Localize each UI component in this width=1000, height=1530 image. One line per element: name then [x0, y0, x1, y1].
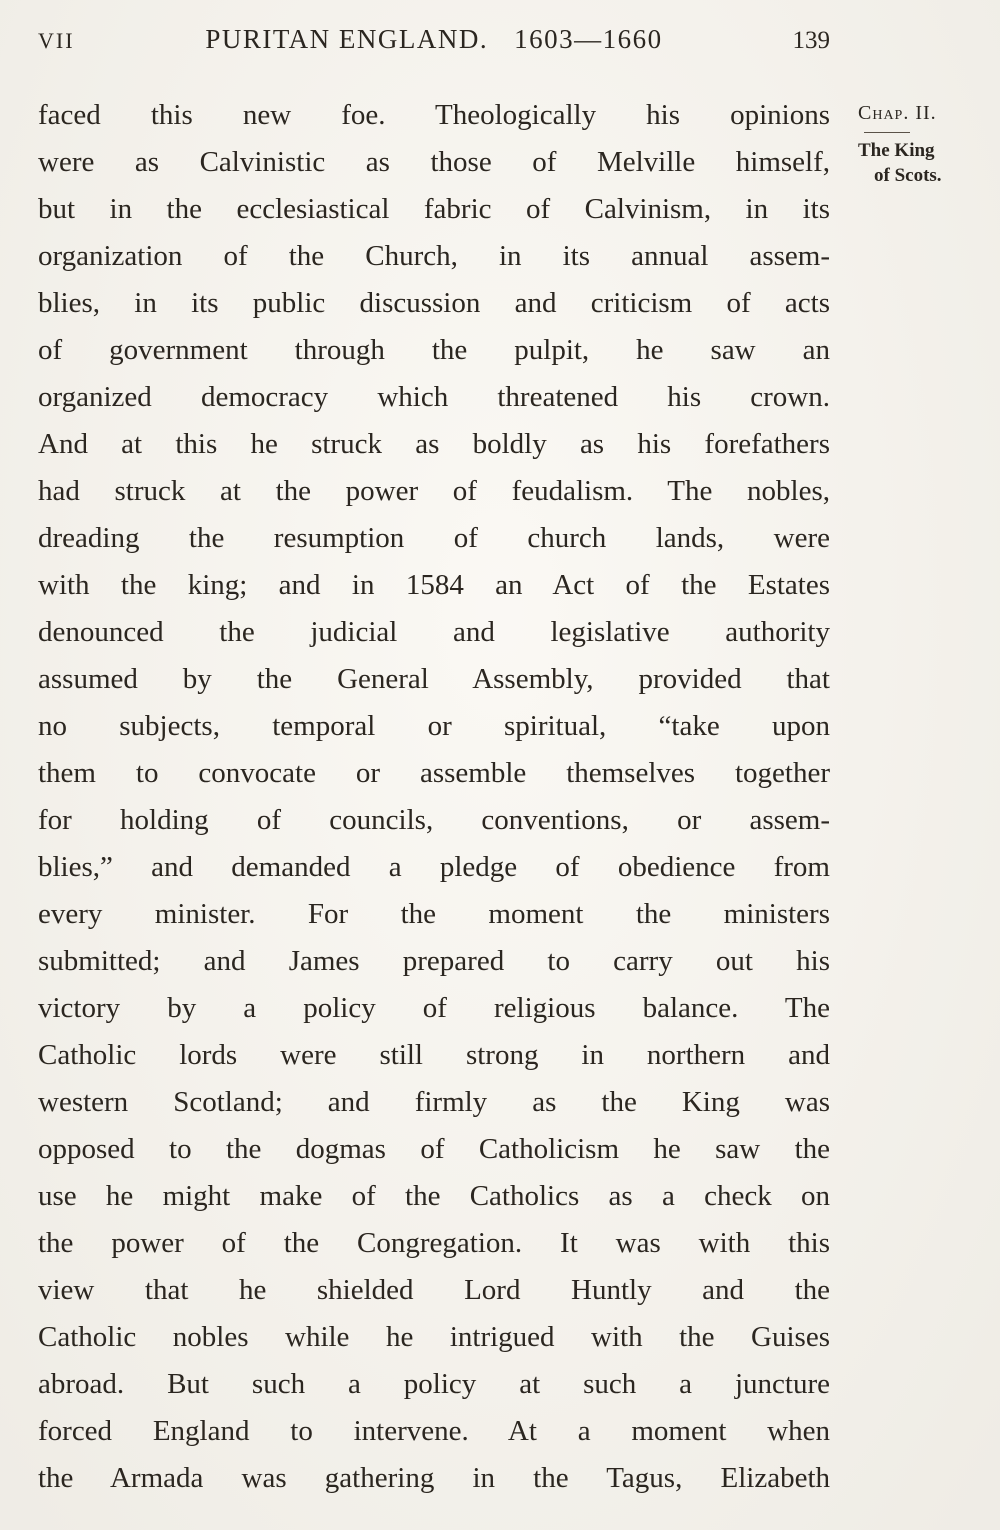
text-line: denounced the judicial and legislative authority: [38, 616, 830, 648]
text-line: the Armada was gathering in the Tagus, Elizabeth: [38, 1462, 830, 1494]
margin-chapter-label: Chap. II.: [858, 102, 937, 124]
text-line: Catholic lords were still strong in northern and: [38, 1039, 830, 1071]
text-line: organized democracy which threatened his crown.: [38, 381, 830, 413]
text-line: victory by a policy of religious balance. The: [38, 992, 830, 1024]
text-line: western Scotland; and firmly as the King was: [38, 1086, 830, 1118]
text-line: were as Calvinistic as those of Melville himself,: [38, 146, 830, 178]
date-range-text: 1603—1660: [514, 24, 663, 54]
margin-note: [858, 138, 990, 188]
text-line: assumed by the General Assembly, provided that: [38, 663, 830, 695]
text-line: dreading the resumption of church lands, were: [38, 522, 830, 554]
text-line: blies,” and demanded a pledge of obedience from: [38, 851, 830, 883]
text-line: organization of the Church, in its annual assem-: [38, 240, 830, 272]
text-line: And at this he struck as boldly as his forefathers: [38, 428, 830, 460]
text-line: faced this new foe. Theologically his opinions: [38, 99, 830, 131]
text-line: but in the ecclesiastical fabric of Calvinism, in its: [38, 193, 830, 225]
text-line: had struck at the power of feudalism. The nobles,: [38, 475, 830, 507]
text-line: view that he shielded Lord Huntly and the: [38, 1274, 830, 1306]
text-line: of government through the pulpit, he saw an: [38, 334, 830, 366]
margin-note-line1: The King: [858, 140, 935, 161]
text-line: no subjects, temporal or spiritual, “take upon: [38, 710, 830, 742]
chapter-numeral: VII: [38, 28, 75, 53]
margin-note-line2: of Scots.: [874, 165, 942, 186]
text-line: blies, in its public discussion and criticism of acts: [38, 287, 830, 319]
text-line: forced England to intervene. At a moment when: [38, 1415, 830, 1447]
text-line: use he might make of the Catholics as a check on: [38, 1180, 830, 1212]
text-line: Catholic nobles while he intrigued with the Guises: [38, 1321, 830, 1353]
page-number: 139: [792, 27, 830, 54]
margin-notes: [858, 102, 990, 188]
text-line: the power of the Congregation. It was with this: [38, 1227, 830, 1259]
running-head: [38, 24, 830, 66]
margin-rule: [864, 132, 910, 133]
page-title: [148, 24, 720, 55]
text-line: submitted; and James prepared to carry out his: [38, 945, 830, 977]
text-line: every minister. For the moment the ministers: [38, 898, 830, 930]
book-title-text: PURITAN ENGLAND.: [205, 24, 489, 54]
text-line: opposed to the dogmas of Catholicism he saw the: [38, 1133, 830, 1165]
text-line: abroad. But such a policy at such a juncture: [38, 1368, 830, 1400]
text-line: them to convocate or assemble themselves together: [38, 757, 830, 789]
text-line: for holding of councils, conventions, or assem-: [38, 804, 830, 836]
text-line: with the king; and in 1584 an Act of the Estates: [38, 569, 830, 601]
body-text: [38, 92, 830, 1502]
